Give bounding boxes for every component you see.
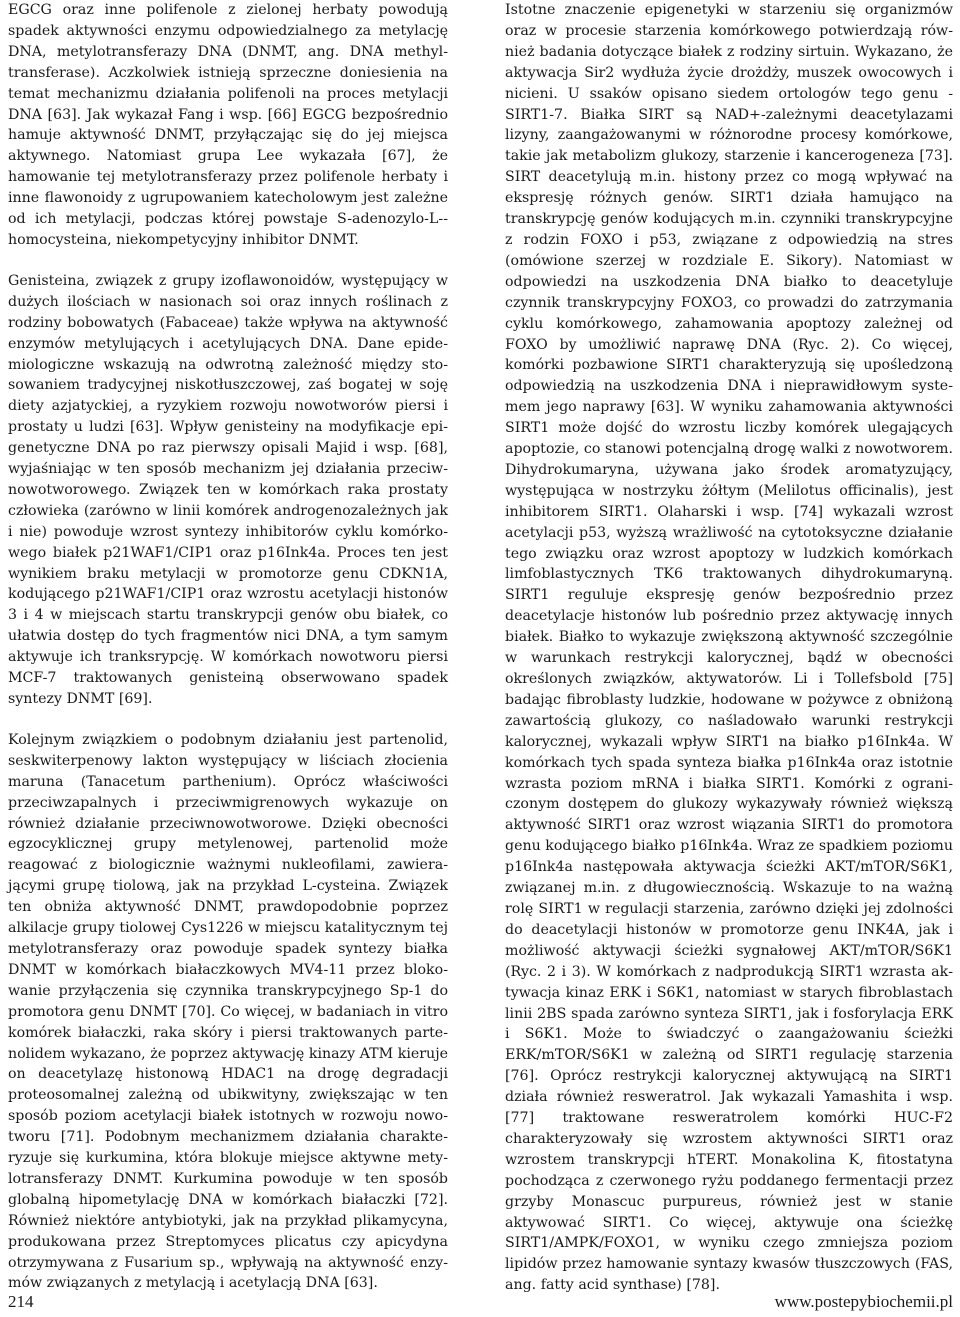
paragraph: Kolejnym związkiem o podobnym działaniu jest partenolid, seskwiterpenowy lakton występujący w liściach złocienia maruna (Tanacetum parthenium). Oprócz właściwości przeciwzapalnych i przeciwmigrenowych wykazuje on również działanie przeciwnowotworowe. Dzięki obecności egzocyklicznej grupy metylenowej, partenolid może reagować z biologicznie ważnymi nukleofilami, zawierającymi grupę tiolową, jak na przykład L-cysteina. Związek ten obniża aktywność DNMT, prawdopodobnie poprzez alkilacje grupy tiolowej Cys1226 w miejscu katalitycznym tej metylotransferazy oraz powoduje spadek syntezy białka DNMT w komórkach białaczkowych MV4-11 przez blokowanie przyłączenia się czynnika transkrypcyjnego Sp-1 do promotora genu DNMT [70]. Co więcej, w badaniach in vitro komórek białaczki, raka skóry i piersi traktowanych partenolidem wykazano, że poprzez aktywację kinazy ATM kieruje on deacetylazę histonową HDAC1 na drogę degradacji proteosomalnej zależną od ubikwityny, zwiększając w ten sposób poziom acetylacji białek istotnych w rozwoju nowotworu [71]. Podobnym mechanizmem działania charakteryzuje się kurkumina, która blokuje miejsce aktywne metylotransferazy DNMT. Kurkumina powoduje w ten sposób globalną hipometylację DNA w komórkach białaczki [72]. Również niektóre antybiotyki, jak na przykład plikamycyna, produkowana przez Streptomyces plicatus czy apicydyna otrzymywana z Fusarium sp., wpływają na aktywność enzymów związanych z metylacją i acetylacją DNA [63]. — [8, 731, 448, 1292]
right-column — [505, 0, 953, 1296]
paragraph: Genisteina, związek z grupy izoflawonoidów, występujący w dużych ilościach w nasionach soi oraz innych roślinach z rodziny bobowatych (Fabaceae) także wpływa na aktywność enzymów metylujących i acetylujących DNA. Dane epidemiologiczne wskazują na odwrotną zależność między stosowaniem tradycyjnej niskotłuszczowej, zaś bogatej w soję diety azjatyckiej, a ryzykiem rozwoju nowotworów piersi i prostaty u ludzi [63]. Wpływ genisteiny na modyfikacje epigenetyczne DNA po raz pierwszy opisali Majid i wsp. [68], wyjaśniając w ten sposób mechanizm jej działania przeciwnowotworowego. Związek ten w komórkach raka prostaty człowieka (zarówno w linii komórek androgenozależnych jak i nie) powoduje wzrost syntezy inhibitorów cyklu komórkowego białek p21WAF1/CIP1 oraz p16Ink4a. Proces ten jest wynikiem braku metylacji w promotorze genu CDKN1A, kodującego p21WAF1/CIP1 oraz wzrostu acetylacji histonów 3 i 4 w miejscach startu transkrypcji genów obu białek, co ułatwia dostęp do tych fragmentów nici DNA, a tym samym aktywuje ich tranksrypcję. W komórkach nowotworu piersi MCF-7 traktowanych genisteiną obserwowano spadek syntezy DNMT [69]. — [8, 272, 448, 707]
paragraph: EGCG oraz inne polifenole z zielonej herbaty powodują spadek aktywności enzymu odpowiedzialnego za metylację DNA, metylotransferazy DNA (DNMT, ang. DNA methyltransferase). Aczkolwiek istnieją sprzeczne doniesienia na temat mechanizmu działania polifenoli na proces metylacji DNA [63]. Jak wykazał Fang i wsp. [66] EGCG bezpośrednio hamuje aktywność DNMT, przyłączając się do jej miejsca aktywnego. Natomiast grupa Lee wykazała [67], że hamowanie tej metylotransferazy przez polifenole herbaty i inne flawonoidy z ugrupowaniem katecholowym jest zależne od ich metylacji, podczas której powstaje S-adenozylo-L--homocysteina, niekompetycyjny inhibitor DNMT. — [8, 2, 448, 248]
website-link[interactable]: www.postepybiochemii.pl — [774, 1292, 953, 1311]
left-column — [8, 0, 448, 1294]
paragraph: Istotne znaczenie epigenetyki w starzeniu się organizmów oraz w procesie starzenia komórkowego potwierdzają również badania dotyczące białek z rodziny sirtuin. Wykazano, że aktywacja Sir2 wydłuża życie drożdży, muszek owocowych i nicieni. U ssaków opisano siedem ortologów tego genu - SIRT1-7. Białka SIRT są NAD+-zależnymi deacetylazami lizyny, zaangażowanymi w różnorodne procesy komórkowe, takie jak metabolizm glukozy, starzenie i kancerogeneza [73]. SIRT deacetylują m.in. histony przez co mogą wpływać na ekspresję różnych genów. SIRT1 działa hamująco na transkrypcję genów kodujących m.in. czynniki transkrypcyjne z rodzin FOXO i p53, związane z odpowiedzią na stres (omówione szerzej w rozdziale E. Sikory). Natomiast w odpowiedzi na uszkodzenia DNA białko to deacetyluje czynnik transkrypcyjny FOXO3, co prowadzi do zatrzymania cyklu komórkowego, zahamowania apoptozy zależnej od FOXO by umożliwić naprawę DNA (Ryc. 2). Co więcej, komórki pozbawione SIRT1 charakteryzują się upośledzoną odpowiedzią na uszkodzenia DNA i nieprawidłowym systemem jego naprawy [63]. W wyniku zahamowania aktywności SIRT1 może dojść do wzrostu liczby komórek ulegających apoptozie, co stanowi potencjalną drogę walki z nowotworem. Dihydrokumaryna, używana jako środek aromatyzujący, występująca w nostrzyku żółtym (Melilotus officinalis), jest inhibitorem SIRT1. Olaharski i wsp. [74] wykazali wzrost acetylacji p53, wyższą wrażliwość na cytotoksyczne działanie tego związku oraz wzrost apoptozy w ludzkich komórkach limfoblastycznych TK6 traktowanych dihydrokumaryną. SIRT1 reguluje ekspresję genów bezpośrednio przez deacetylacje histonów lub pośrednio przez aktywację innych białek. Białko to wykazuje zwiększoną aktywność szczególnie w warunkach restrykcji kalorycznej, bądź w obecności określonych związków, aktywatorów. Li i Tollefsbold [75] badając fibroblasty ludzkie, hodowane w pożywce z obniżoną zawartością glukozy, co naśladowało warunki restrykcji kalorycznej, wykazali wpływ SIRT1 na białko p16Ink4a. W komórkach tych spada synteza białka p16Ink4a oraz istotnie wzrasta poziom mRNA i białka SIRT1. Komórki z ograniczonym dostępem do glukozy wykazywały również większą aktywność SIRT1 oraz wzrost wiązania SIRT1 do promotora genu kodującego białko p16Ink4a. Wraz ze spadkiem poziomu p16Ink4a następowała aktywacja ścieżki AKT/mTOR/S6K1, związanej m.in. z długowiecznością. Wskazuje to na ważną rolę SIRT1 w regulacji starzenia, zarówno dzięki jej zdolności do deacetylacji histonów w promotorze genu INK4A, jak i możliwość aktywacji ścieżki sygnałowej AKT/mTOR/S6K1 (Ryc. 2 i 3). W komórkach z nadprodukcją SIRT1 wzrasta aktywacja kinaz ERK i S6K1, natomiast w starych fibroblastach linii 2BS spada zarówno synteza SIRT1, jak i fosforylacja ERK i S6K1. Może to świadczyć o zaangażowaniu ścieżki ERK/mTOR/S6K1 w zależną od SIRT1 regulację starzenia [76]. Oprócz restrykcji kalorycznej aktywującą na SIRT1 działa również resweratrol. Jak wykazali Yamashita i wsp. [77] traktowane resweratrolem komórki HUC-F2 charakteryzowały się wzrostem aktywności SIRT1 oraz wzrostem transkrypcji hTERT. Monakolina K, fitostatyna pochodząca z czerwonego ryżu poddanego fermentacji przez grzyby Monascuc purpureus, również jest w stanie aktywować SIRT1. Co więcej, aktywuje ona ścieżkę SIRT1/AMPK/FOXO1, w wyniku czego zmniejsza poziom lipidów przez hamowanie syntazy kwasów tłuszczowych (FAS, ang. fatty acid synthase) [78]. — [505, 2, 953, 1294]
page-number: 214 — [8, 1292, 34, 1311]
page-footer — [8, 1292, 953, 1312]
